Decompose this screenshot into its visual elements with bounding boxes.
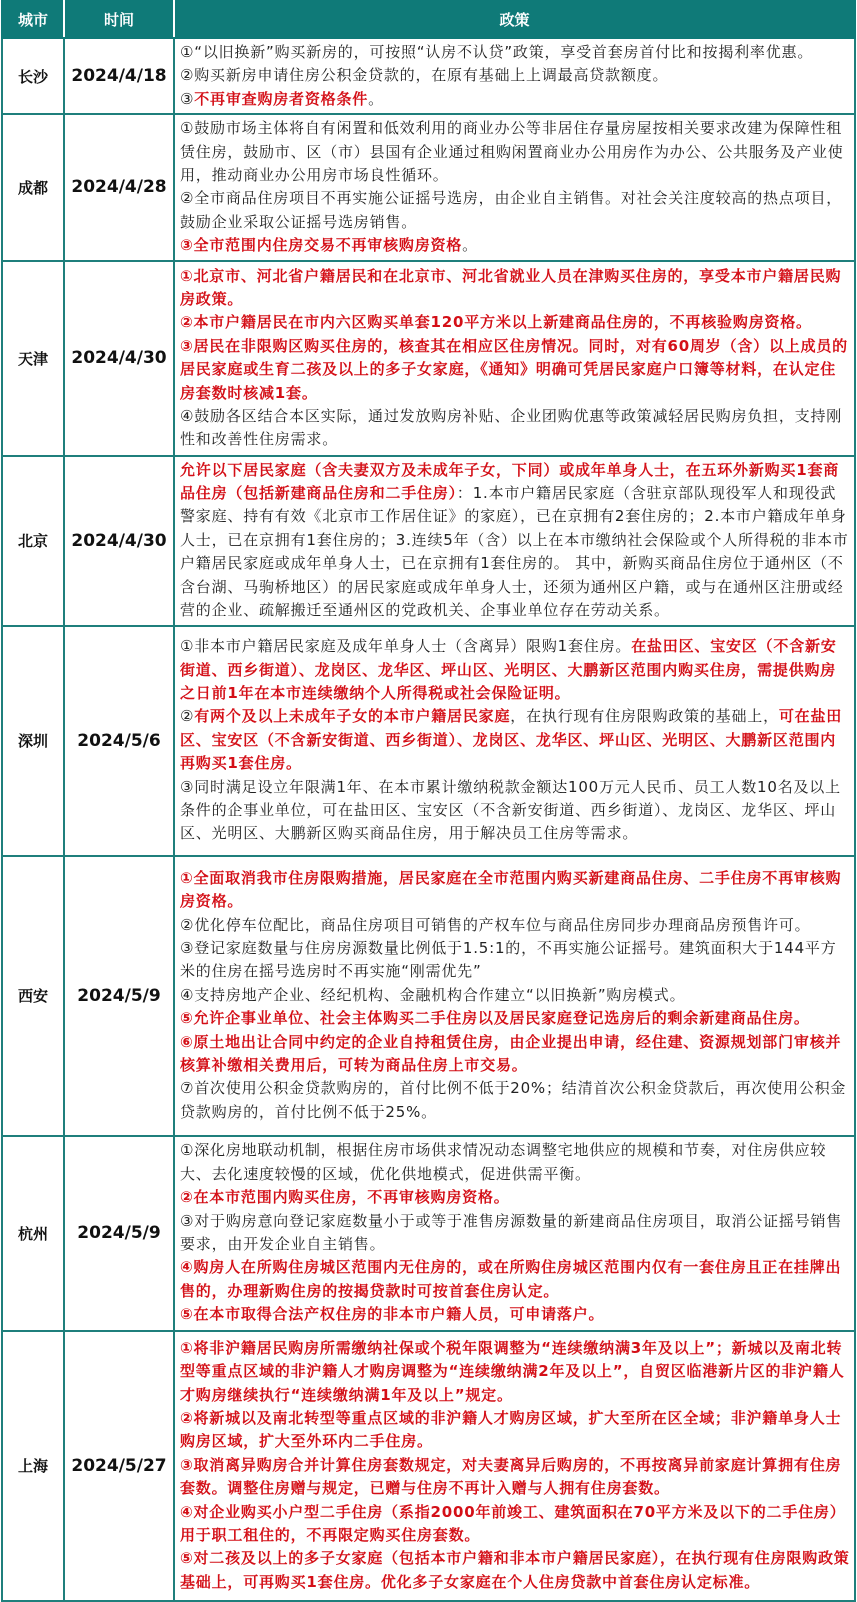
highlighted-policy-text: ②本市户籍居民在市内六区购买单套120平方米以上新建商品住房的，不再核验购房资格。 [180, 313, 812, 332]
policy-text: ③对于购房意向登记家庭数量小于或等于准售房源数量的新建商品住房项目，取消公证摇号销售要求，由开发企业自主销售。 [180, 1211, 843, 1253]
table-row [2, 456, 855, 626]
policy-item [180, 187, 850, 234]
policy-text: 。 [368, 89, 384, 108]
policy-item [180, 914, 850, 937]
highlighted-policy-text: 允许以下居民家庭（含夫妻双方及未成年子女，下同）或成年单身人士，在五环外新购买1套商品住房（包括新建商品住房和二手住房） [180, 460, 840, 503]
policy-text: ②优化停车位配比，商品住房项目可销售的产权车位与商品住房同步办理商品房预售许可。 [180, 915, 811, 934]
policy-item [180, 1256, 850, 1303]
date-cell: 2024/4/18 [64, 38, 174, 114]
policy-item [180, 117, 850, 187]
column-header-date: 时间 [64, 1, 174, 38]
policy-text: ④支持房地产企业、经纪机构、金融机构合作建立“以旧换新”购房模式。 [180, 985, 686, 1004]
table-row [2, 1331, 855, 1601]
highlighted-policy-text: ②在本市范围内购买住房，不再审核购房资格。 [180, 1188, 510, 1207]
policy-item [180, 1186, 850, 1209]
policy-item [180, 1547, 850, 1594]
table-row [2, 626, 855, 856]
policy-text: ③登记家庭数量与住房房源数量比例低于1.5:1的，不再实施公证摇号。建筑面积大于144平方米的住房在摇号选房时不再实施“刚需优先” [180, 938, 837, 981]
highlighted-policy-text: ④对企业购买小户型二手住房（系指2000年前竣工、建筑面积在70平方米及以下的二手住房）用于职工租住的，不再限定购买住房套数。 [180, 1502, 846, 1545]
policy-item [180, 1031, 850, 1078]
table-row [2, 38, 855, 114]
policy-item [180, 88, 850, 111]
city-cell: 上海 [2, 1331, 64, 1601]
policy-item [180, 335, 850, 405]
policy-item [180, 1077, 850, 1124]
city-cell: 长沙 [2, 38, 64, 114]
table-row [2, 261, 855, 456]
policy-cell [174, 38, 855, 114]
policy-text: ⑦首次使用公积金贷款购房的，首付比例不低于20%；结清首次公积金贷款后，再次使用公积金贷款购房的，首付比例不低于25%。 [180, 1079, 847, 1121]
highlighted-policy-text: ④购房人在所购住房城区范围内无住房的，或在所购住房城区范围内仅有一套住房且正在挂牌出售的，办理新购住房的按揭贷款时可按首套住房认定。 [180, 1258, 842, 1300]
policy-item [180, 635, 850, 705]
city-cell: 杭州 [2, 1136, 64, 1331]
policy-text: ② [180, 707, 195, 726]
policy-cell [174, 456, 855, 626]
highlighted-policy-text: 在盐田区、宝安区（不含新安街道、西乡街道）、龙岗区、龙华区、坪山区、光明区、大鹏新区范围内购买住房，需提供购房之日前1年在本市连续缴纳个人所得税或社会保险证明。 [180, 637, 837, 702]
table-row [2, 856, 855, 1136]
policy-item [180, 867, 850, 914]
policy-item [180, 1210, 850, 1257]
policy-item [180, 311, 850, 334]
policy-item [180, 405, 850, 452]
policy-item [180, 459, 850, 623]
highlighted-policy-text: ③全市范围内住房交易不再审核购房资格 [180, 236, 463, 255]
column-header-city: 城市 [2, 1, 64, 38]
city-cell: 成都 [2, 114, 64, 260]
city-cell: 深圳 [2, 626, 64, 856]
policy-text: ，在执行现有住房限购政策的基础上， [510, 707, 779, 726]
highlighted-policy-text: ⑤在本市取得合法产权住房的非本市户籍人员，可申请落户。 [180, 1305, 605, 1324]
policy-cell [174, 261, 855, 456]
policy-text: 。 [462, 236, 478, 255]
policy-text: ②购买新房申请住房公积金贷款的，在原有基础上上调最高贷款额度。 [180, 66, 669, 85]
policy-text: ：1.本市户籍居民家庭（含驻京部队现役军人和现役武警家庭、持有有效《北京市工作居住证》的家庭），已在京拥有2套住房的；2.本市户籍成年单身人士，已在京拥有1套住房的；3.连续5年（含）以上在本市缴纳社会保险或个人所得税的非本市户籍居民家庭或成年单身人士，已在京拥有1套住房的。 其中，新购买商品住房位于通州区（不含台湖、马驹桥地区）的居民家庭或成年单身人士，还须为通州区户籍，或与在通州区注册或经营的企业、疏解搬迁至通州区的党政机关、企事业单位存在劳动关系。 [180, 484, 849, 620]
city-cell: 天津 [2, 261, 64, 456]
highlighted-policy-text: ①全面取消我市住房限购措施，居民家庭在全市范围内购买新建商品住房、二手住房不再审核购房资格。 [180, 868, 842, 911]
policy-text: ①深化房地联动机制，根据住房市场供求情况动态调整宅地供应的规模和节奏，对住房供应较大、去化速度较慢的区域，优化供地模式，促进供需平衡。 [180, 1141, 827, 1183]
city-policy-table [1, 0, 856, 1602]
policy-text: ④鼓励各区结合本区实际，通过发放购房补贴、企业团购优惠等政策减轻居民购房负担，支持刚性和改善性住房需求。 [180, 406, 843, 449]
highlighted-policy-text: ③取消离异购房合并计算住房套数规定，对夫妻离异后购房的，不再按离异前家庭计算拥有住房套数。调整住房赠与规定，已赠与住房不再计入赠与人拥有住房套数。 [180, 1455, 842, 1498]
date-cell: 2024/4/30 [64, 261, 174, 456]
highlighted-policy-text: ⑥原土地出让合同中约定的企业自持租赁住房，由企业提出申请，经住建、资源规划部门审核并核算补缴相关费用后，可转为商品住房上市交易。 [180, 1032, 842, 1075]
table-body [2, 38, 855, 1601]
policy-item [180, 234, 850, 257]
policy-cell [174, 1136, 855, 1331]
policy-cell [174, 856, 855, 1136]
policy-item [180, 937, 850, 984]
policy-item [180, 1501, 850, 1548]
highlighted-policy-text: ①北京市、河北省户籍居民和在北京市、河北省就业人员在津购买住房的，享受本市户籍居民购房政策。 [180, 266, 842, 308]
policy-cell [174, 1331, 855, 1601]
policy-cell [174, 114, 855, 260]
highlighted-policy-text: ⑤允许企事业单位、社会主体购买二手住房以及居民家庭登记选房后的剩余新建商品住房。 [180, 1009, 810, 1028]
policy-item [180, 1007, 850, 1030]
highlighted-policy-text: ①将非沪籍居民购房所需缴纳社保或个税年限调整为“连续缴纳满3年及以上”；新城以及南北转型等重点区域的非沪籍人才购房调整为“连续缴纳满2年及以上”，自贸区临港新片区的非沪籍人才购房继续执行“连续缴纳满1年及以上”规定。 [180, 1338, 845, 1404]
table-row [2, 114, 855, 260]
table-header [2, 1, 855, 38]
highlighted-policy-text: ⑤对二孩及以上的多子女家庭（包括本市户籍和非本市户籍居民家庭），在执行现有住房限购政策基础上，可再购买1套住房。优化多子女家庭在个人住房贷款中首套住房认定标准。 [180, 1549, 850, 1591]
date-cell: 2024/4/28 [64, 114, 174, 260]
policy-cell [174, 626, 855, 856]
highlighted-policy-text: 不再审查购房者资格条件 [194, 89, 369, 108]
policy-text: ③同时满足设立年限满1年、在本市累计缴纳税款金额达100万元人民币、员工人数10名及以上条件的企事业单位，可在盐田区、宝安区（不含新安街道、西乡街道）、龙岗区、龙华区、坪山区、光明区、大鹏新区购买商品住房，用于解决员工住房等需求。 [180, 777, 841, 843]
date-cell: 2024/5/27 [64, 1331, 174, 1601]
city-cell: 西安 [2, 856, 64, 1136]
policy-item [180, 705, 850, 775]
highlighted-policy-text: 有两个及以上未成年子女的本市户籍居民家庭 [194, 707, 511, 726]
policy-text: ①鼓励市场主体将自有闲置和低效利用的商业办公等非居住存量房屋按相关要求改建为保障性租赁住房，鼓励市、区（市）县国有企业通过租购闲置商业办公用房作为办公、公共服务及产业使用，推动商业办公用房市场良性循环。 [180, 119, 844, 185]
policy-item [180, 1407, 850, 1454]
date-cell: 2024/5/9 [64, 856, 174, 1136]
city-cell: 北京 [2, 456, 64, 626]
highlighted-policy-text: ③居民在非限购区购买住房的，核查其在相应区住房情况。同时，对有60周岁（含）以上成员的居民家庭或生育二孩及以上的多子女家庭，《通知》明确可凭居民家庭户口簿等材料，在认定住房套数时核减1套。 [180, 336, 848, 402]
date-cell: 2024/5/6 [64, 626, 174, 856]
policy-text: ①非本市户籍居民家庭及成年单身人士（含离异）限购1套住房。 [180, 637, 632, 656]
date-cell: 2024/5/9 [64, 1136, 174, 1331]
highlighted-policy-text: ②将新城以及南北转型等重点区域的非沪籍人才购房区域，扩大至所在区全域；非沪籍单身人士购房区域，扩大至外环内二手住房。 [180, 1408, 842, 1451]
column-header-policy: 政策 [174, 1, 855, 38]
policy-item [180, 1337, 850, 1407]
policy-item [180, 64, 850, 87]
policy-item [180, 1139, 850, 1186]
date-cell: 2024/4/30 [64, 456, 174, 626]
policy-text: ②全市商品住房项目不再实施公证摇号选房，由企业自主销售。对社会关注度较高的热点项目，鼓励企业采取公证摇号选房销售。 [180, 189, 843, 231]
policy-text: ③ [180, 89, 195, 108]
policy-item [180, 41, 850, 64]
policy-item [180, 1454, 850, 1501]
policy-item [180, 776, 850, 846]
policy-item [180, 984, 850, 1007]
highlighted-policy-text: 可在盐田区、宝安区（不含新安街道、西乡街道）、龙岗区、龙华区、坪山区、光明区、大鹏新区范围内再购买1套住房。 [180, 707, 843, 773]
policy-text: ①“以旧换新”购买新房的，可按照“认房不认贷”政策，享受首套房首付比和按揭利率优惠。 [180, 43, 814, 61]
policy-item [180, 265, 850, 312]
policy-item [180, 1303, 850, 1326]
table-row [2, 1136, 855, 1331]
